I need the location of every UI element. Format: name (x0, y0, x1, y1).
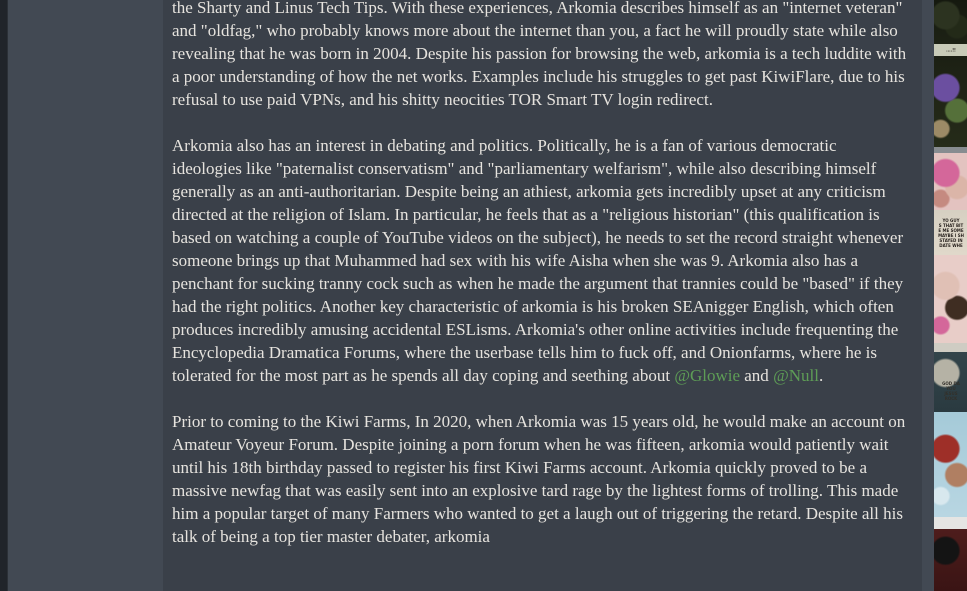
comic-panel-sky-red-shirt-panel (934, 412, 967, 517)
comic-panel-white-gutter (934, 517, 967, 529)
attached-comic-image[interactable] (934, 0, 967, 591)
comic-panel-panel-divider-light (934, 343, 967, 352)
comic-panel-pink-hair-face-panel (934, 153, 967, 210)
left-edge-strip (0, 0, 8, 591)
comic-panel-purple-creature-panel (934, 56, 967, 147)
paragraph: Prior to coming to the Kiwi Farms, In 2020, when Arkomia was 15 years old, he would make an account on Amateur Voyeur Forum. Despite joining a porn forum when he was fifteen, arkomia would patiently wait until his 18th birthday passed to register his first Kiwi Farms account. Arkomia quickly proved to be a massive newfag that was easily sent into an explosive tard rage by the lightest forms of trolling. This made him a popular target of many Farmers who wanted to get a laugh out of triggering the retard. Despite all his talk of being a top tier master debater, arkomia (172, 412, 906, 546)
content-column (163, 0, 922, 591)
paragraph: the Sharty and Linus Tech Tips. With these experiences, Arkomia describes himself as an "internet veteran" and "oldfag," who probably knows more about the internet than you, a fact he will proudly state while also revealing that he was born in 2004. Despite his passion for browsing the web, arkomia is a tech luddite with a poor understanding of how the net works. Examples include his struggles to get past KiwiFlare, due to his refusal to use paid VPNs, and his shitty neocities TOR Smart TV login redirect. (172, 0, 907, 109)
comic-bubble-text: YO GUY S THAT BIT E ME SOME MAYBE I SH STAYED IN DATE WHE (938, 217, 964, 248)
comic-panel-dark-top-panel (934, 0, 967, 44)
comic-bubble-text: GOD DA YOU JESUS ROCK (942, 381, 960, 401)
comic-panel-dark-teal-bubble-panel (934, 352, 967, 412)
comic-bubble-text: ....!! (946, 47, 956, 53)
user-mention-link[interactable]: @Glowie (674, 366, 741, 385)
comic-panel-two-figures-panel (934, 255, 967, 343)
user-mention-link[interactable]: @Null (773, 366, 819, 385)
paragraph: Arkomia also has an interest in debating and politics. Politically, he is a fan of various democratic ideologies like "paternalist conservatism" and "parliamentary welfarism", while also describing himself generally as an anti-authoritarian. Despite being an athiest, arkomia gets incredibly upset at any criticism directed at the religion of Islam. In particular, he feels that as a "religious historian" (this qualification is based on watching a couple of YouTube videos on the subject), he needs to set the record straight whenever someone brings up that Muhammed had sex with his wife Aisha when she was 9. Arkomia also has a penchant for sucking tranny cock such as when he made the argument that trannies could be "based" if they had the right politics. Another key characteristic of arkomia is his broken SEAnigger English, which often produces incredibly amusing accidental ESLisms. Arkomia's other online activities include frequenting the Encyclopedia Dramatica Forums, where the userbase tells him to fuck off, and Onionfarms, where he is tolerated for the most part as he spends all day coping and seething about @Glowie and @Null. (172, 136, 904, 385)
comic-panel-speech-bubbles-panel (934, 210, 967, 255)
comic-panel-speech-bubble-sliver (934, 44, 967, 56)
comic-panel-dark-red-bottom-panel (934, 529, 967, 591)
article-body (172, 0, 910, 548)
